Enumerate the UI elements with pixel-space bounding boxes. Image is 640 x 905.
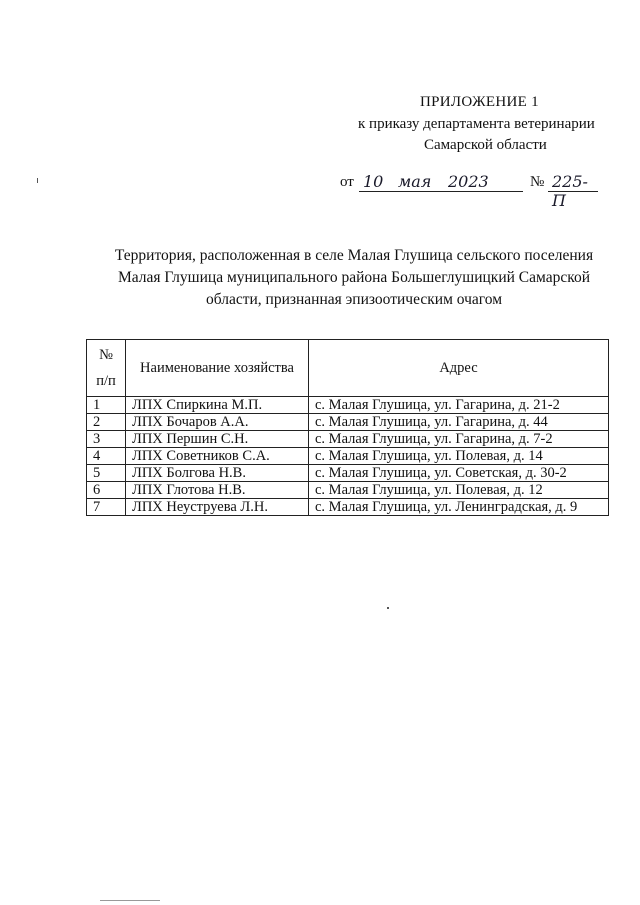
table-row (87, 482, 609, 499)
row-number: 3 (87, 431, 126, 448)
scan-speck (100, 900, 160, 901)
scan-speck (387, 607, 389, 609)
scan-speck (37, 178, 38, 183)
household-name: ЛПХ Болгова Н.В. (126, 465, 309, 482)
household-address: с. Малая Глушица, ул. Полевая, д. 12 (309, 482, 609, 499)
order-date-number-line (340, 172, 600, 210)
table-row (87, 448, 609, 465)
household-name: ЛПХ Першин С.Н. (126, 431, 309, 448)
household-name: ЛПХ Бочаров А.А. (126, 414, 309, 431)
column-header-household: Наименование хозяйства (126, 340, 309, 397)
table-row (87, 414, 609, 431)
row-number: 5 (87, 465, 126, 482)
row-number: 6 (87, 482, 126, 499)
column-header-number (87, 340, 126, 397)
handwritten-day: 10 (363, 172, 384, 191)
table-row (87, 465, 609, 482)
heading-line-3: области, признанная эпизоотическим очагом (205, 291, 503, 308)
household-address: с. Малая Глушица, ул. Полевая, д. 14 (309, 448, 609, 465)
date-underline (359, 191, 523, 192)
household-address: с. Малая Глушица, ул. Гагарина, д. 21-2 (309, 397, 609, 414)
row-number: 4 (87, 448, 126, 465)
household-name: ЛПХ Глотова Н.В. (126, 482, 309, 499)
column-header-number-pp: п/п (96, 373, 116, 389)
column-header-number-symbol: № (99, 347, 113, 363)
handwritten-number: 225-П (552, 172, 588, 210)
table-header-row (87, 340, 609, 397)
handwritten-month: мая (398, 172, 432, 191)
column-header-address: Адрес (309, 340, 609, 397)
table-row (87, 431, 609, 448)
household-address: с. Малая Глушица, ул. Ленинградская, д. 9 (309, 499, 609, 516)
households-table (86, 339, 609, 516)
appendix-order-reference: к приказу департамента ветеринарии (358, 116, 595, 132)
household-name: ЛПХ Спиркина М.П. (126, 397, 309, 414)
household-name: ЛПХ Советников С.А. (126, 448, 309, 465)
row-number: 1 (87, 397, 126, 414)
appendix-title: ПРИЛОЖЕНИЕ 1 (420, 94, 539, 110)
from-label: от (340, 174, 354, 190)
row-number: 7 (87, 499, 126, 516)
household-address: с. Малая Глушица, ул. Советская, д. 30-2 (309, 465, 609, 482)
number-underline (548, 191, 598, 192)
heading-line-2: Малая Глушица муниципального района Большеглушицкий Самарской (117, 269, 591, 286)
row-number: 2 (87, 414, 126, 431)
heading-line-1: Территория, расположенная в селе Малая Глушица сельского поселения (114, 247, 594, 264)
number-label: № (530, 174, 545, 190)
table-row (87, 499, 609, 516)
table-row (87, 397, 609, 414)
household-address: с. Малая Глушица, ул. Гагарина, д. 44 (309, 414, 609, 431)
handwritten-year: 2023 (448, 172, 489, 191)
territory-heading (80, 245, 628, 311)
household-address: с. Малая Глушица, ул. Гагарина, д. 7-2 (309, 431, 609, 448)
household-name: ЛПХ Неуструева Л.Н. (126, 499, 309, 516)
appendix-region: Самарской области (424, 137, 547, 153)
